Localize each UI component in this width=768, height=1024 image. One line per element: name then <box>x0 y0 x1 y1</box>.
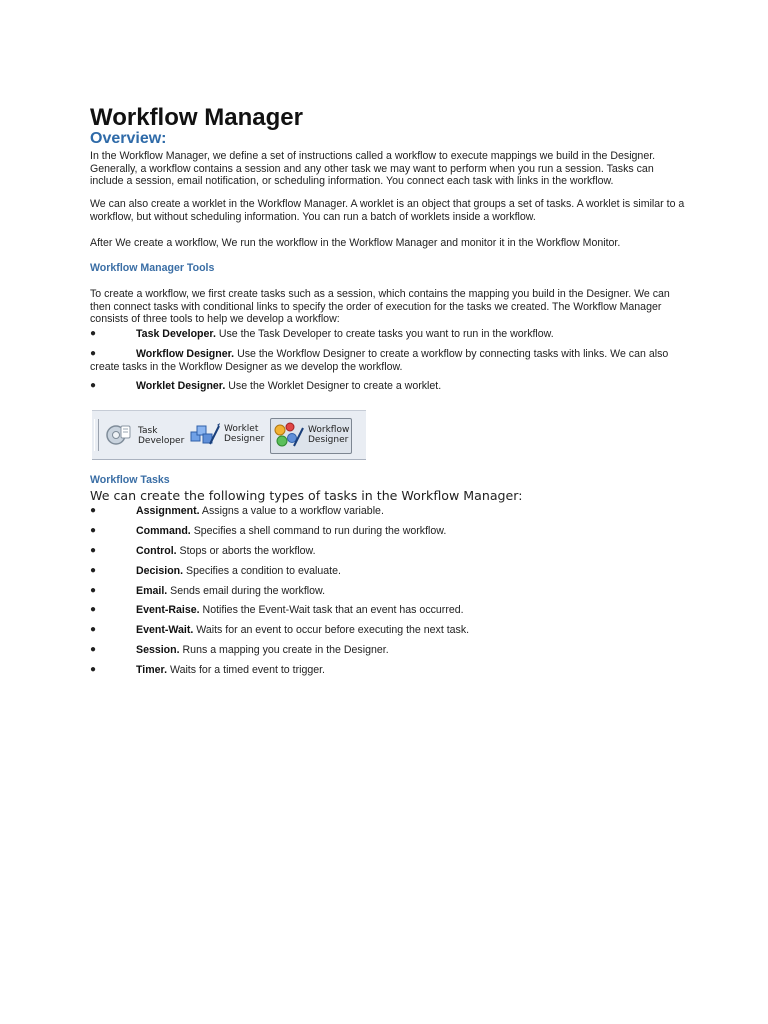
tool-label-line: Designer <box>224 434 265 444</box>
list-item-term: Timer. <box>136 664 168 676</box>
list-item-term: Session. <box>136 644 180 656</box>
list-item-description: Sends email during the workflow. <box>167 585 326 597</box>
bullet-icon: ● <box>90 644 97 655</box>
task-developer-tool[interactable] <box>102 418 186 452</box>
overview-heading: Overview: <box>90 130 167 147</box>
list-item-term: Assignment. <box>136 505 200 517</box>
page-title: Workflow Manager <box>90 104 303 131</box>
tool-label-line: Developer <box>138 436 185 446</box>
list-item <box>90 380 690 393</box>
list-item-term: Email. <box>136 585 168 597</box>
list-item-description: Waits for a timed event to trigger. <box>167 664 326 676</box>
bullet-icon: ● <box>90 604 97 615</box>
bullet-icon: ● <box>90 380 97 391</box>
toolbar-grip <box>94 419 99 451</box>
bullet-icon: ● <box>90 525 97 536</box>
list-item-term: Worklet Designer. <box>136 380 226 392</box>
list-item-description: Specifies a condition to evaluate. <box>183 565 341 577</box>
tasks-heading: Workflow Tasks <box>90 474 170 486</box>
list-item <box>90 664 690 677</box>
tool-label-line: Task <box>138 426 158 436</box>
overview-paragraph-1: In the Workflow Manager, we define a set of instructions called a workflow to execute mappings we build in the Designer. Generally, a workflow contains a session and any other task we may want to perform when you run a session. Tasks can include a session, email notification, or scheduling information. You connect each task with links in the workflow. <box>90 150 656 188</box>
list-item-description: Specifies a shell command to run during the workflow. <box>190 525 447 537</box>
tool-label-line: Worklet <box>224 424 259 434</box>
list-item-term: Task Developer. <box>136 328 216 340</box>
list-item-description: Use the Worklet Designer to create a worklet. <box>225 380 442 392</box>
tasks-intro: We can create the following types of tasks in the Workflow Manager: <box>90 488 523 503</box>
bullet-icon: ● <box>90 505 97 516</box>
list-item-term: Control. <box>136 545 177 557</box>
bullet-icon: ● <box>90 545 97 556</box>
list-item-term: Decision. <box>136 565 184 577</box>
bullet-icon: ● <box>90 565 97 576</box>
list-item <box>90 604 690 617</box>
tools-heading: Workflow Manager Tools <box>90 262 215 274</box>
task-developer-icon <box>104 420 134 450</box>
workflow-designer-icon <box>272 420 306 450</box>
list-item-description: Assigns a value to a workflow variable. <box>199 505 384 517</box>
list-item <box>90 545 690 558</box>
list-item-description: Use the Task Developer to create tasks you want to run in the workflow. <box>215 328 554 340</box>
list-item-description: Stops or aborts the workflow. <box>176 545 316 557</box>
list-item-term: Workflow Designer. <box>136 348 235 360</box>
tools-intro-paragraph: To create a workflow, we first create tasks such as a session, which contains the mapping you build in the Designer. We can then connect tasks with conditional links to specify the order of execution for the tasks we created. The Workflow Manager consists of three tools to help we develop a workflow: <box>90 288 670 326</box>
list-item-term: Command. <box>136 525 191 537</box>
overview-paragraph-3: After We create a workflow, We run the workflow in the Workflow Manager and monitor it in the Workflow Monitor. <box>90 237 621 249</box>
list-item <box>90 328 690 341</box>
list-item-term: Event-Wait. <box>136 624 194 636</box>
bullet-icon: ● <box>90 328 97 339</box>
list-item <box>90 585 690 598</box>
list-item <box>90 348 690 373</box>
list-item-description: Waits for an event to occur before executing the next task. <box>193 624 470 636</box>
list-item <box>90 624 690 637</box>
list-item-description: Use the Workflow Designer to create a workflow by connecting tasks with links. We can also create tasks in the Workflow Designer as we develop the workflow. <box>90 348 669 373</box>
tool-label-line: Designer <box>308 435 349 445</box>
workflow-designer-tool[interactable] <box>270 418 352 454</box>
overview-paragraph-2: We can also create a worklet in the Workflow Manager. A worklet is an object that groups a set of tasks. A worklet is similar to a workflow, but without scheduling information. You can run a batch of worklets inside a workflow. <box>90 198 685 223</box>
list-item-description: Notifies the Event-Wait task that an event has occurred. <box>199 604 464 616</box>
bullet-icon: ● <box>90 624 97 635</box>
bullet-icon: ● <box>90 664 97 675</box>
bullet-icon: ● <box>90 348 97 359</box>
worklet-designer-icon <box>188 420 222 450</box>
worklet-designer-tool[interactable] <box>188 418 266 452</box>
workflow-manager-toolbar <box>92 410 366 460</box>
list-item <box>90 644 690 657</box>
list-item-term: Event-Raise. <box>136 604 200 616</box>
list-item <box>90 505 690 518</box>
tool-label-line: Workflow <box>308 425 350 435</box>
list-item <box>90 565 690 578</box>
list-item-description: Runs a mapping you create in the Designer. <box>179 644 389 656</box>
bullet-icon: ● <box>90 585 97 596</box>
list-item <box>90 525 690 538</box>
